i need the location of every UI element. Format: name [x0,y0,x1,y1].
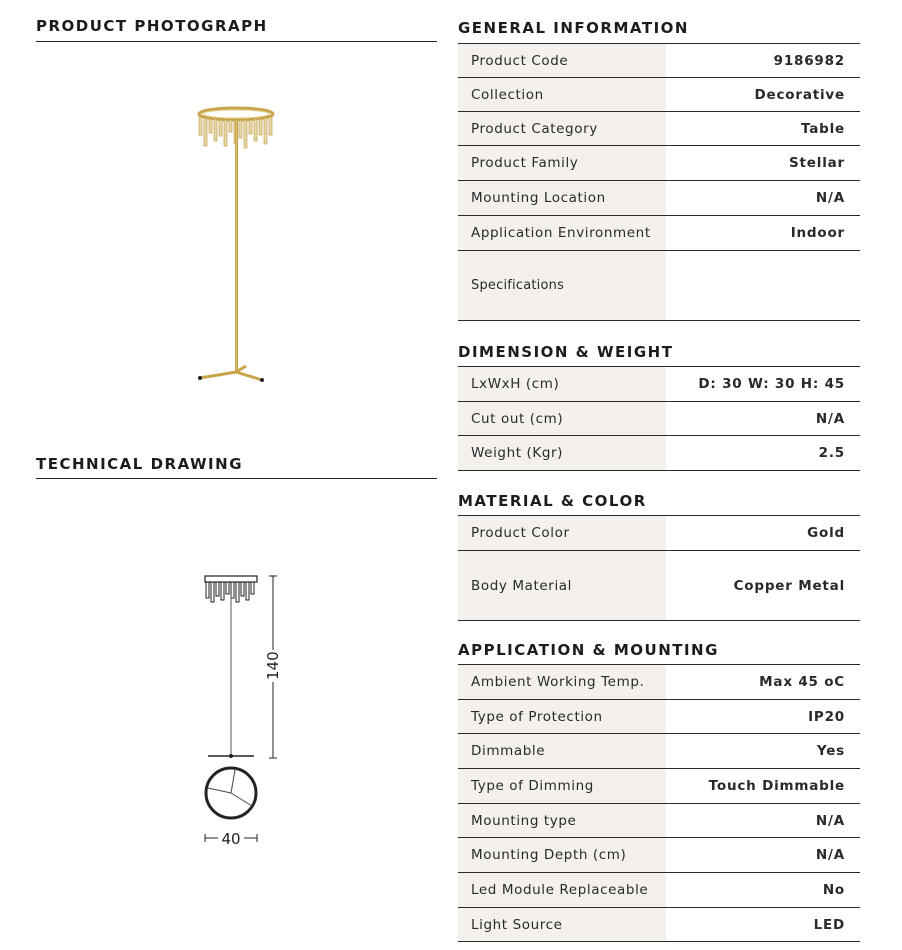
table-row [458,112,860,146]
general-information-table [458,43,860,321]
row-label: Product Color [458,516,666,550]
row-value: Touch Dimmable [708,778,845,794]
row-label: Collection [458,78,666,111]
row-label: Dimmable [458,734,666,768]
row-label: Product Category [458,112,666,145]
technical-drawing [180,560,300,860]
height-dimension-label: 140 [264,651,282,680]
row-label: LxWxH (cm) [458,367,666,401]
material-color-title: MATERIAL & COLOR [458,492,647,510]
table-row [458,402,860,436]
table-row [458,734,860,769]
row-label: Specifications [458,251,666,320]
row-value: Table [800,120,845,137]
row-label: Type of Dimming [458,769,666,803]
application-mounting-table [458,664,860,942]
table-row [458,551,860,621]
technical-drawing-svg [180,560,300,860]
row-value: Gold [807,525,845,541]
table-row [458,367,860,402]
row-value: Copper Metal [733,577,845,594]
row-label: Cut out (cm) [458,402,666,435]
table-row [458,78,860,112]
row-value: N/A [815,847,845,863]
row-value: D: 30 W: 30 H: 45 [698,376,845,392]
product-photograph-title: PRODUCT PHOTOGRAPH [36,17,268,35]
table-row [458,251,860,321]
row-value: Indoor [790,225,845,241]
table-row [458,873,860,908]
row-value: N/A [815,410,845,427]
floor-lamp-image [180,90,300,400]
table-row [458,146,860,181]
technical-drawing-title: TECHNICAL DRAWING [36,455,244,473]
row-label: Light Source [458,908,666,941]
table-row [458,908,860,942]
row-value: N/A [815,812,845,829]
row-value: Max 45 oC [759,674,845,690]
row-value: Yes [816,743,845,759]
row-label: Application Environment [458,216,666,250]
table-row [458,665,860,700]
row-label: Led Module Replaceable [458,873,666,907]
table-row [458,181,860,216]
row-label: Mounting type [458,804,666,837]
diameter-dimension-label: 40 [221,830,241,848]
material-color-table [458,515,860,621]
product-photo [180,90,300,400]
row-value: Stellar [789,155,845,171]
row-value: 2.5 [818,445,845,461]
table-row [458,44,860,78]
row-value: LED [813,916,845,933]
row-label: Mounting Depth (cm) [458,838,666,872]
table-row [458,436,860,471]
row-value: Decorative [754,86,845,103]
technical-drawing-divider [36,478,437,479]
application-mounting-title: APPLICATION & MOUNTING [458,641,719,659]
row-label: Weight (Kgr) [458,436,666,470]
row-label: Product Family [458,146,666,180]
row-value: N/A [815,190,845,206]
table-row [458,769,860,804]
table-row [458,216,860,251]
table-row [458,838,860,873]
row-label: Body Material [458,551,666,620]
dimension-weight-table [458,366,860,471]
row-value [666,251,860,320]
general-information-title: GENERAL INFORMATION [458,19,689,37]
table-row [458,700,860,734]
table-row [458,516,860,551]
row-label: Product Code [458,44,666,77]
row-value: No [822,882,845,898]
dimension-weight-title: DIMENSION & WEIGHT [458,343,674,361]
row-value: IP20 [808,708,845,725]
table-row [458,804,860,838]
product-photograph-divider [36,41,437,42]
row-label: Ambient Working Temp. [458,665,666,699]
row-label: Mounting Location [458,181,666,215]
row-value: 9186982 [773,52,845,69]
row-label: Type of Protection [458,700,666,733]
